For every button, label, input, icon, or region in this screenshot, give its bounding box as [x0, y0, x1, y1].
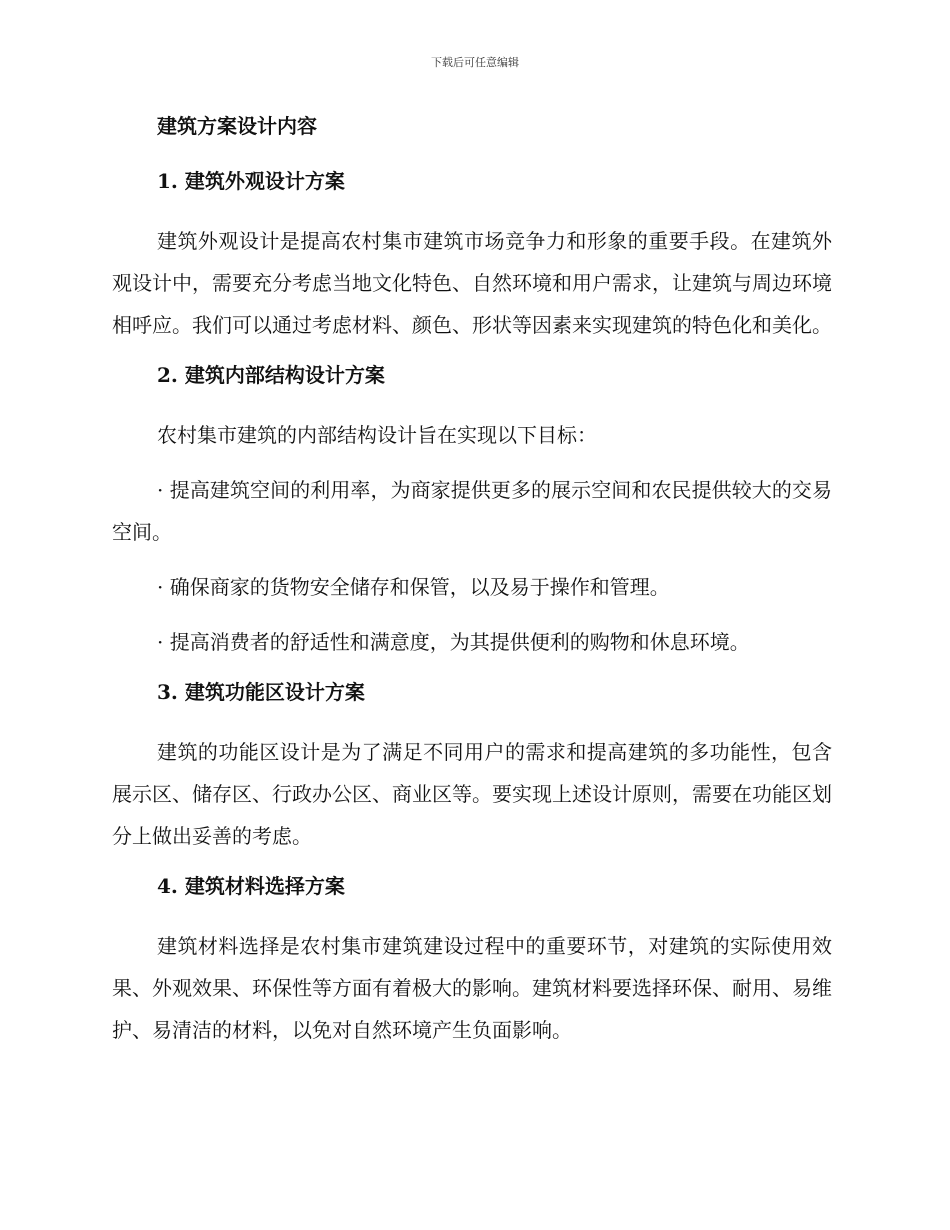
bullet-item-3: · 提高消费者的舒适性和满意度，为其提供便利的购物和休息环境。	[157, 630, 750, 654]
bullet-item-1: · 提高建筑空间的利用率，为商家提供更多的展示空间和农民提供较大的交易空间。	[112, 478, 832, 544]
section-heading-1: 1. 建筑外观设计方案	[157, 169, 345, 193]
document-body	[112, 110, 832, 1064]
section-heading-2: 2. 建筑内部结构设计方案	[157, 363, 385, 387]
header-note: 下载后可任意编辑	[431, 56, 519, 69]
section-1-paragraph: 建筑外观设计是提高农村集市建筑市场竞争力和形象的重要手段。在建筑外观设计中，需要充分考虑当地文化特色、自然环境和用户需求，让建筑与周边环境相呼应。我们可以通过考虑材料、颜色、形状等因素来实现建筑的特色化和美化。	[112, 229, 832, 337]
document-title: 建筑方案设计内容	[157, 114, 317, 138]
section-heading-4: 4. 建筑材料选择方案	[157, 874, 345, 898]
section-heading-3: 3. 建筑功能区设计方案	[157, 680, 365, 704]
section-3-paragraph: 建筑的功能区设计是为了满足不同用户的需求和提高建筑的多功能性，包含展示区、储存区、行政办公区、商业区等。要实现上述设计原则，需要在功能区划分上做出妥善的考虑。	[112, 740, 832, 848]
section-4-paragraph: 建筑材料选择是农村集市建筑建设过程中的重要环节，对建筑的实际使用效果、外观效果、环保性等方面有着极大的影响。建筑材料要选择环保、耐用、易维护、易清洁的材料，以免对自然环境产生负面影响。	[112, 934, 832, 1042]
section-2-paragraph: 农村集市建筑的内部结构设计旨在实现以下目标：	[157, 423, 597, 447]
bullet-item-2: · 确保商家的货物安全储存和保管，以及易于操作和管理。	[157, 575, 670, 599]
